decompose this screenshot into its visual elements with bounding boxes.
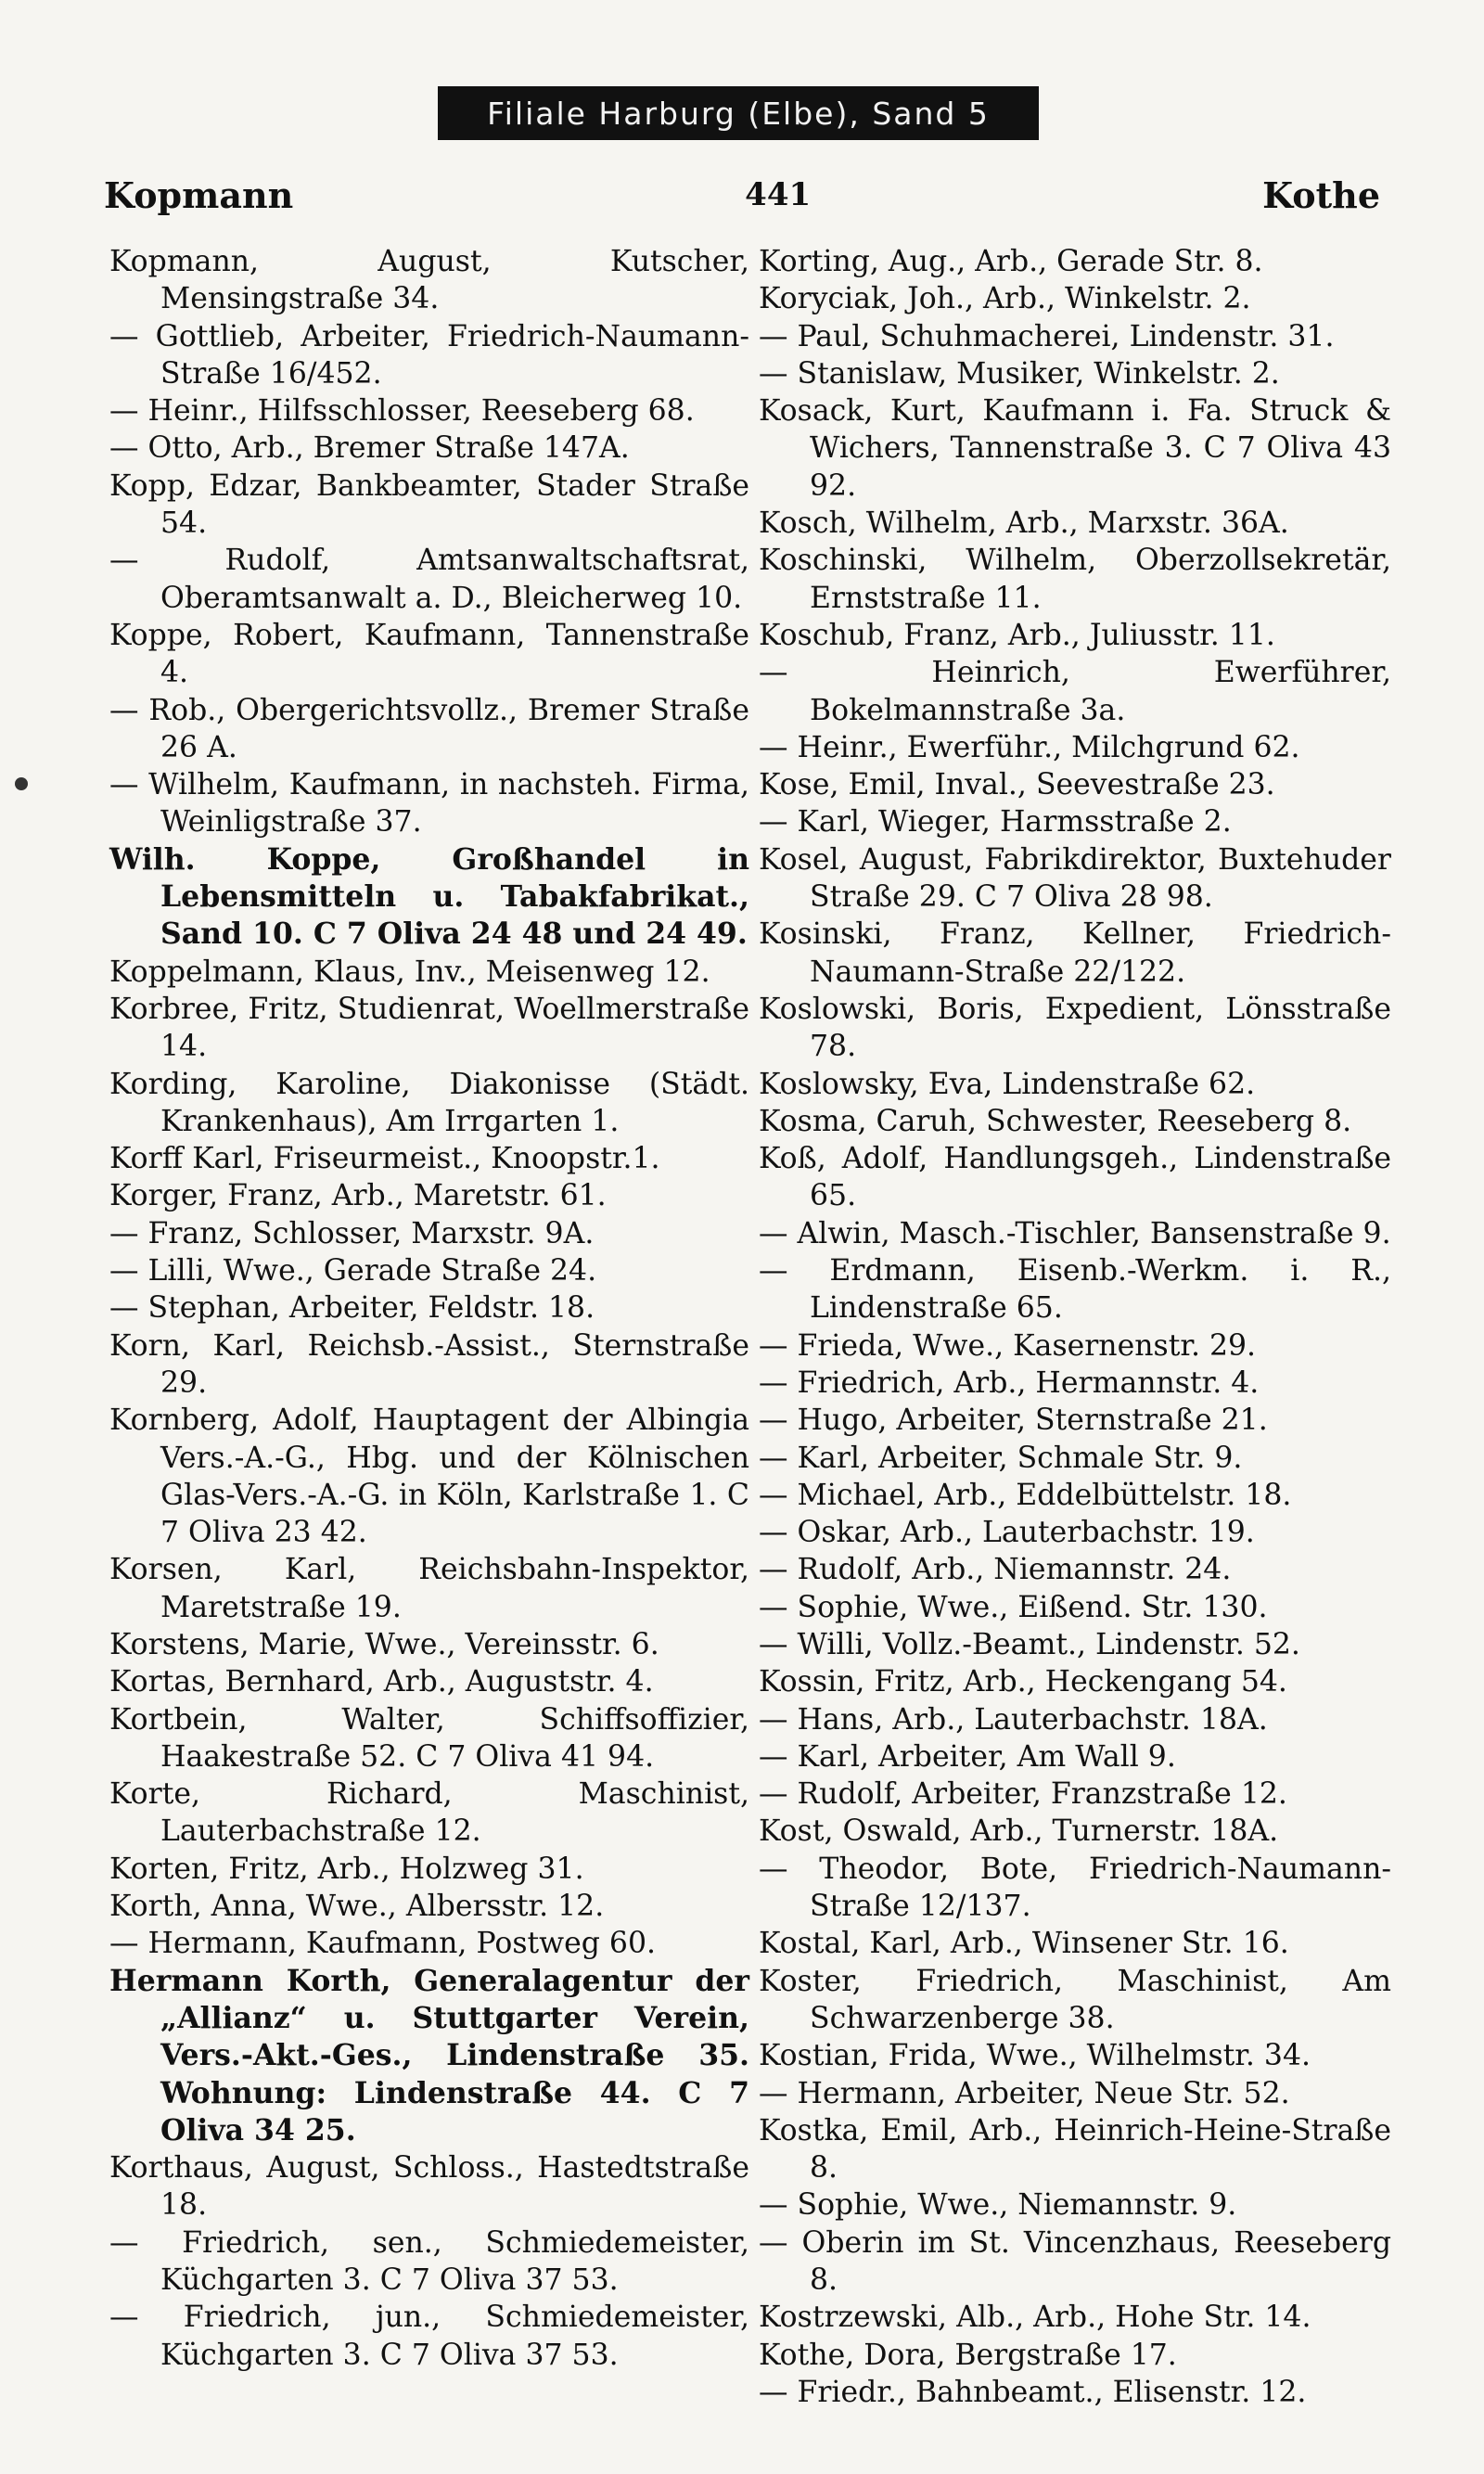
directory-entry: Koslowski, Boris, Expedient, Lönsstraße 78. bbox=[759, 992, 1391, 1064]
directory-entry: Koslowsky, Eva, Lindenstraße 62. bbox=[759, 1067, 1256, 1101]
directory-entry: — Heinrich, Ewerführer, Bokelmannstraße 3a. bbox=[759, 656, 1391, 727]
directory-entry: Korsen, Karl, Reichsbahn-Inspektor, Maretstraße 19. bbox=[109, 1553, 749, 1624]
directory-entry: Koschub, Franz, Arb., Juliusstr. 11. bbox=[759, 618, 1275, 652]
directory-entry: — Rudolf, Arb., Niemannstr. 24. bbox=[759, 1553, 1232, 1587]
directory-entry: Kost, Oswald, Arb., Turnerstr. 18A. bbox=[759, 1814, 1279, 1849]
directory-entry: Wilh. Koppe, Großhandel in Lebensmitteln u. Tabakfabrikat., Sand 10. C 7 Oliva 24 48 und 24 49. bbox=[109, 841, 749, 952]
directory-entry: Kortbein, Walter, Schiffsoffizier, Haakestraße 52. C 7 Oliva 41 94. bbox=[109, 1702, 749, 1774]
directory-entry: — Rudolf, Arbeiter, Franzstraße 12. bbox=[759, 1777, 1287, 1812]
directory-entry: Kostal, Karl, Arb., Winsener Str. 16. bbox=[759, 1927, 1289, 1961]
directory-entry: — Friedrich, sen., Schmiedemeister, Küchgarten 3. C 7 Oliva 37 53. bbox=[109, 2225, 749, 2298]
directory-entry: Kording, Karoline, Diakonisse (Städt. Krankenhaus), Am Irrgarten 1. bbox=[109, 1067, 749, 1138]
directory-entry: Koppe, Robert, Kaufmann, Tannenstraße 4. bbox=[109, 618, 749, 690]
directory-entry: Kostka, Emil, Arb., Heinrich-Heine-Straße 8. bbox=[759, 2113, 1391, 2186]
header-first-name: Kopmann bbox=[104, 173, 294, 216]
directory-entry: — Friedrich, Arb., Hermannstr. 4. bbox=[759, 1365, 1260, 1400]
directory-entry: — Paul, Schuhmacherei, Lindenstr. 31. bbox=[759, 319, 1335, 353]
directory-entry: Koppelmann, Klaus, Inv., Meisenweg 12. bbox=[109, 955, 710, 989]
directory-entry: Korte, Richard, Maschinist, Lauterbachstraße 12. bbox=[109, 1777, 749, 1849]
directory-entry: — Erdmann, Eisenb.-Werkm. i. R., Lindenstraße 65. bbox=[759, 1254, 1391, 1326]
directory-entry: Kothe, Dora, Bergstraße 17. bbox=[759, 2338, 1177, 2372]
directory-entry: Koschinski, Wilhelm, Oberzollsekretär, Ernststraße 11. bbox=[759, 544, 1391, 615]
directory-entry: — Friedrich, jun., Schmiedemeister, Küchgarten 3. C 7 Oliva 37 53. bbox=[109, 2301, 749, 2372]
running-header bbox=[104, 169, 1380, 221]
directory-entry: — Franz, Schlosser, Marxstr. 9A. bbox=[109, 1216, 595, 1250]
print-speck bbox=[15, 777, 28, 790]
directory-entry: — Otto, Arb., Bremer Straße 147A. bbox=[109, 431, 630, 466]
directory-entry: — Stanislaw, Musiker, Winkelstr. 2. bbox=[759, 356, 1280, 391]
directory-entry: Kosinski, Franz, Kellner, Friedrich-Naumann-Straße 22/122. bbox=[759, 917, 1391, 989]
directory-entry: Hermann Korth, Generalagentur der „Allianz“ u. Stuttgarter Verein, Vers.-Akt.-Ges., Lindenstraße 35. Wohnung: Lindenstraße 44. C 7 Oliva 34 25. bbox=[109, 1963, 749, 2147]
branch-banner: Filiale Harburg (Elbe), Sand 5 bbox=[438, 86, 1039, 140]
directory-entry: — Alwin, Masch.-Tischler, Bansenstraße 9. bbox=[759, 1216, 1391, 1250]
directory-entry: — Friedr., Bahnbeamt., Elisenstr. 12. bbox=[759, 2375, 1307, 2409]
directory-entry: Korstens, Marie, Wwe., Vereinsstr. 6. bbox=[109, 1627, 659, 1661]
directory-entry: Kosack, Kurt, Kaufmann i. Fa. Struck & Wichers, Tannenstraße 3. C 7 Oliva 43 92. bbox=[759, 394, 1391, 503]
directory-entry: Kose, Emil, Inval., Seevestraße 23. bbox=[759, 768, 1275, 802]
directory-entry: — Michael, Arb., Eddelbüttelstr. 18. bbox=[759, 1478, 1292, 1512]
directory-entry: Korn, Karl, Reichsb.-Assist., Sternstraße 29. bbox=[109, 1328, 749, 1400]
directory-entry: — Rob., Obergerichtsvollz., Bremer Straße 26 A. bbox=[109, 693, 749, 764]
directory-entry: Korff Karl, Friseurmeist., Knoopstr.1. bbox=[109, 1142, 660, 1176]
directory-entry: Kortas, Bernhard, Arb., Auguststr. 4. bbox=[109, 1665, 654, 1699]
directory-entry: — Rudolf, Amtsanwaltschaftsrat, Oberamtsanwalt a. D., Bleicherweg 10. bbox=[109, 544, 749, 615]
directory-entry: Koryciak, Joh., Arb., Winkelstr. 2. bbox=[759, 282, 1251, 316]
directory-entry: — Oberin im St. Vincenzhaus, Reeseberg 8. bbox=[759, 2225, 1391, 2298]
directory-entry: — Gottlieb, Arbeiter, Friedrich-Naumann-Straße 16/452. bbox=[109, 319, 749, 391]
directory-entry: Kossin, Fritz, Arb., Heckengang 54. bbox=[759, 1665, 1287, 1699]
directory-entry: Kosch, Wilhelm, Arb., Marxstr. 36A. bbox=[759, 506, 1289, 541]
directory-entry: Kosel, August, Fabrikdirektor, Buxtehuder Straße 29. C 7 Oliva 28 98. bbox=[759, 842, 1391, 915]
directory-entry: Kostian, Frida, Wwe., Wilhelmstr. 34. bbox=[759, 2039, 1311, 2073]
directory-entry: — Karl, Wieger, Harmsstraße 2. bbox=[759, 805, 1232, 840]
directory-entry: — Hermann, Arbeiter, Neue Str. 52. bbox=[759, 2076, 1290, 2110]
directory-entry: — Sophie, Wwe., Niemannstr. 9. bbox=[759, 2188, 1237, 2223]
directory-entry: Kostrzewski, Alb., Arb., Hohe Str. 14. bbox=[759, 2301, 1311, 2335]
directory-entry: Kosma, Caruh, Schwester, Reeseberg 8. bbox=[759, 1104, 1352, 1138]
directory-entry: — Stephan, Arbeiter, Feldstr. 18. bbox=[109, 1291, 595, 1326]
directory-entry: — Lilli, Wwe., Gerade Straße 24. bbox=[109, 1254, 597, 1288]
directory-entry: — Karl, Arbeiter, Schmale Str. 9. bbox=[759, 1441, 1243, 1475]
directory-entry: Korting, Aug., Arb., Gerade Str. 8. bbox=[759, 245, 1263, 278]
directory-entry: — Sophie, Wwe., Eißend. Str. 130. bbox=[759, 1590, 1268, 1624]
directory-entry: Korthaus, August, Schloss., Hastedtstraße 18. bbox=[109, 2151, 749, 2223]
directory-entry: Kopmann, August, Kutscher, Mensingstraße 34. bbox=[109, 245, 749, 316]
left-column bbox=[109, 243, 749, 2374]
directory-entry: Koster, Friedrich, Maschinist, Am Schwarzenberge 38. bbox=[759, 1964, 1391, 2035]
right-column bbox=[759, 243, 1391, 2411]
directory-entry: — Wilhelm, Kaufmann, in nachsteh. Firma, Weinligstraße 37. bbox=[109, 768, 749, 840]
directory-entry: Kornberg, Adolf, Hauptagent der Albingia Vers.-A.-G., Hbg. und der Kölnischen Glas-Vers.-A.-G. in Köln, Karlstraße 1. C 7 Oliva 23 42. bbox=[109, 1404, 749, 1550]
directory-entry: — Hermann, Kaufmann, Postweg 60. bbox=[109, 1927, 657, 1961]
directory-entry: Korbree, Fritz, Studienrat, Woellmerstraße 14. bbox=[109, 992, 749, 1064]
header-last-name: Kothe bbox=[1262, 173, 1380, 216]
directory-entry: — Frieda, Wwe., Kasernenstr. 29. bbox=[759, 1328, 1257, 1363]
directory-entry: — Hans, Arb., Lauterbachstr. 18A. bbox=[759, 1702, 1268, 1737]
directory-entry: — Theodor, Bote, Friedrich-Naumann-Straße 12/137. bbox=[759, 1852, 1391, 1924]
directory-entry: Korger, Franz, Arb., Maretstr. 61. bbox=[109, 1179, 607, 1213]
directory-entry: Koß, Adolf, Handlungsgeh., Lindenstraße 65. bbox=[759, 1142, 1391, 1213]
directory-entry: Korth, Anna, Wwe., Albersstr. 12. bbox=[109, 1890, 605, 1924]
directory-entry: — Willi, Vollz.-Beamt., Lindenstr. 52. bbox=[759, 1627, 1300, 1661]
page-number: 441 bbox=[745, 176, 812, 213]
directory-entry: — Hugo, Arbeiter, Sternstraße 21. bbox=[759, 1404, 1268, 1438]
directory-entry: Korten, Fritz, Arb., Holzweg 31. bbox=[109, 1852, 584, 1886]
directory-entry: — Heinr., Ewerführ., Milchgrund 62. bbox=[759, 730, 1300, 764]
directory-entry: — Heinr., Hilfsschlosser, Reeseberg 68. bbox=[109, 394, 695, 429]
directory-entry: — Karl, Arbeiter, Am Wall 9. bbox=[759, 1739, 1176, 1774]
directory-entry: — Oskar, Arb., Lauterbachstr. 19. bbox=[759, 1516, 1255, 1550]
directory-entry: Kopp, Edzar, Bankbeamter, Stader Straße 54. bbox=[109, 468, 749, 541]
